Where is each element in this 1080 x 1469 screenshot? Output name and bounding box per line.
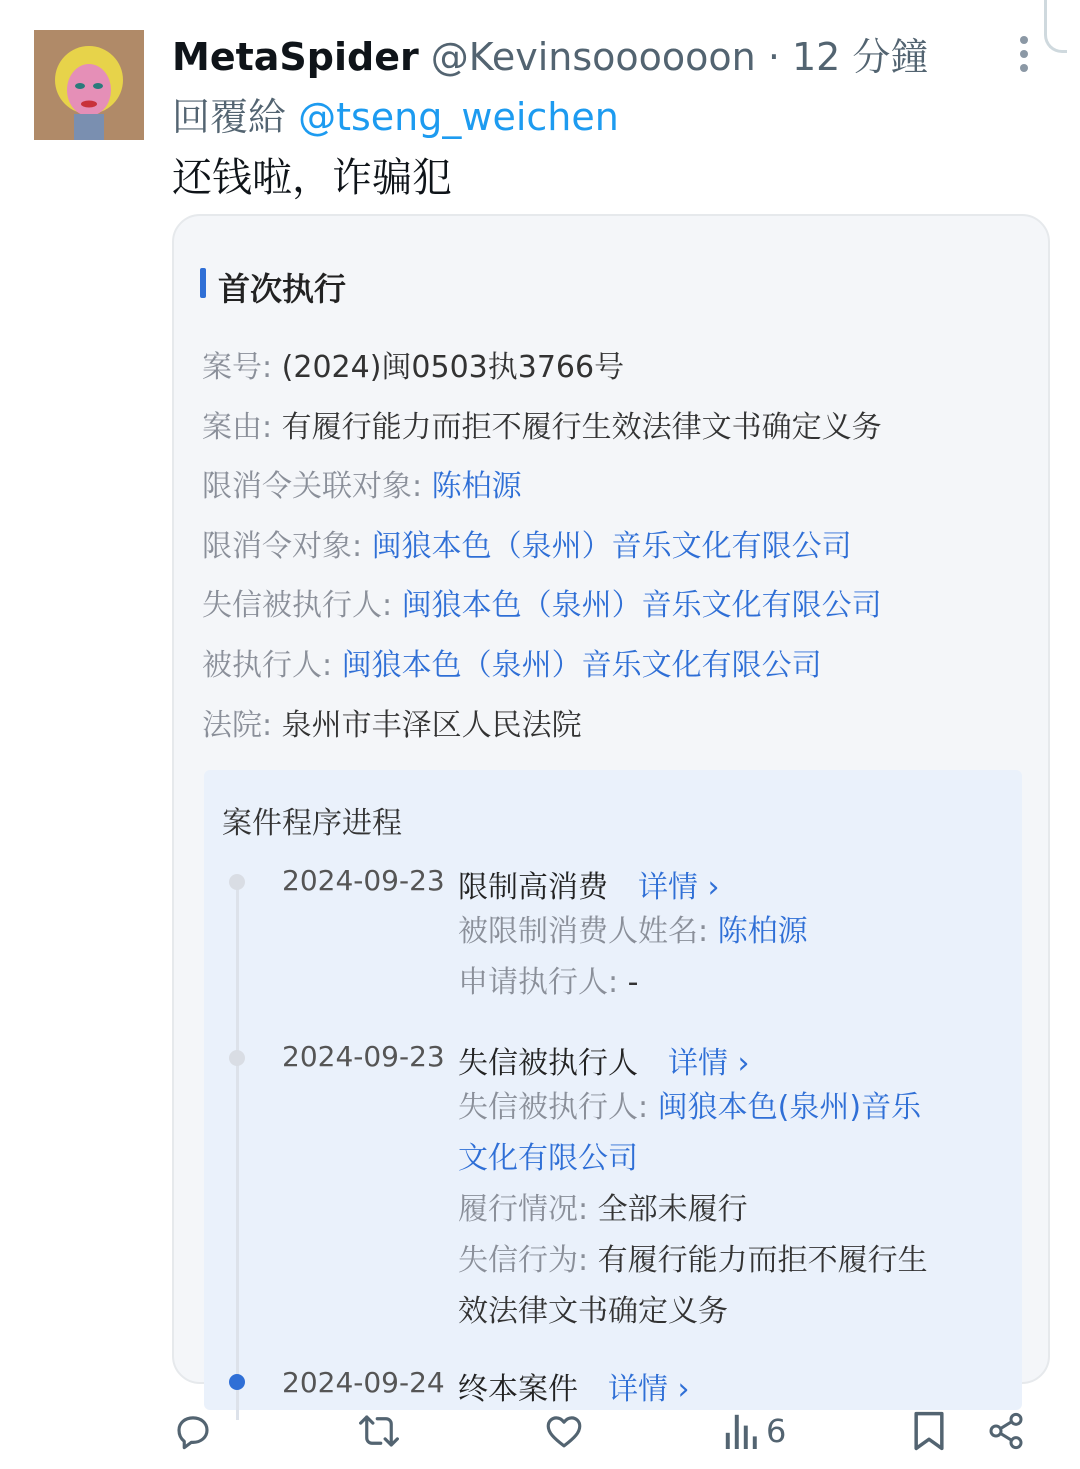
views-button[interactable] [724,1408,786,1454]
field-court: 法院: 泉州市丰泽区人民法院 [202,708,582,743]
event-detail-line: 失信行为: 有履行能力而拒不履行生 [458,1243,928,1278]
retweet-icon [356,1410,402,1452]
event-title: 限制高消费 详情 › [458,870,720,905]
heart-icon [542,1410,586,1452]
views-count: 6 [766,1412,787,1450]
event-detail-line: 履行情况: 全部未履行 [458,1192,748,1227]
thread-connector [1044,0,1067,53]
event-detail-line: 文化有限公司 [458,1141,638,1176]
display-name[interactable]: MetaSpider [172,35,419,79]
avatar-image [34,30,144,140]
process-title: 案件程序进程 [222,806,402,841]
event-detail-line: 效法律文书确定义务 [458,1294,728,1329]
case-process-panel [204,770,1022,1410]
timeline-dot [229,874,245,890]
event-date: 2024-09-23 [282,1040,445,1073]
reply-button[interactable] [172,1408,214,1454]
event-detail-line: 申请执行人: - [458,965,639,1000]
handle[interactable]: @Kevinsoooooon [430,35,756,79]
field-dishonest-debtor: 失信被执行人: 闽狼本色（泉州）音乐文化有限公司 [202,588,882,623]
event-title: 终本案件 详情 › [458,1372,690,1407]
field-case-cause: 案由: 有履行能力而拒不履行生效法律文书确定义务 [202,410,882,445]
like-button[interactable] [542,1408,586,1454]
retweet-button[interactable] [356,1408,402,1454]
event-date: 2024-09-24 [282,1366,445,1399]
tweet-action-bar [0,1400,1080,1464]
card-title: 首次执行 [218,270,347,308]
reply-context [172,86,619,141]
details-link[interactable]: 详情 › [668,1046,750,1081]
reply-icon [172,1410,214,1452]
field-restriction-target: 限消令对象: 闽狼本色（泉州）音乐文化有限公司 [202,529,852,564]
field-restriction-related: 限消令关联对象: 陈柏源 [202,469,522,504]
attached-image[interactable] [172,214,1050,1407]
timeline-dot [229,1050,245,1066]
share-icon [986,1410,1026,1452]
reply-prefix: 回覆給 [172,95,287,139]
separator-dot: · [767,35,780,79]
event-detail-line: 被限制消费人姓名: 陈柏源 [458,914,808,949]
bookmark-icon [910,1409,948,1453]
bookmark-button[interactable] [910,1408,948,1454]
views-icon [724,1411,760,1451]
timeline-dot-active [229,1374,245,1390]
field-debtor: 被执行人: 闽狼本色（泉州）音乐文化有限公司 [202,648,822,683]
avatar[interactable] [34,30,144,140]
tweet-header [172,26,1000,81]
timestamp[interactable]: 12 分鐘 [792,35,929,79]
event-date: 2024-09-23 [282,864,445,897]
tweet-text: 还钱啦，诈骗犯 [172,155,452,201]
timeline-line [236,880,239,1420]
event-title: 失信被执行人 详情 › [458,1046,750,1081]
details-link[interactable]: 详情 › [608,1372,690,1407]
details-link[interactable]: 详情 › [638,870,720,905]
field-case-number: 案号: (2024)闽0503执3766号 [202,350,625,385]
share-button[interactable] [986,1408,1026,1454]
more-options-icon[interactable] [1006,34,1042,74]
event-detail-line: 失信被执行人: 闽狼本色(泉州)音乐 [458,1090,922,1125]
reply-mention-link[interactable]: @tseng_weichen [298,95,619,139]
